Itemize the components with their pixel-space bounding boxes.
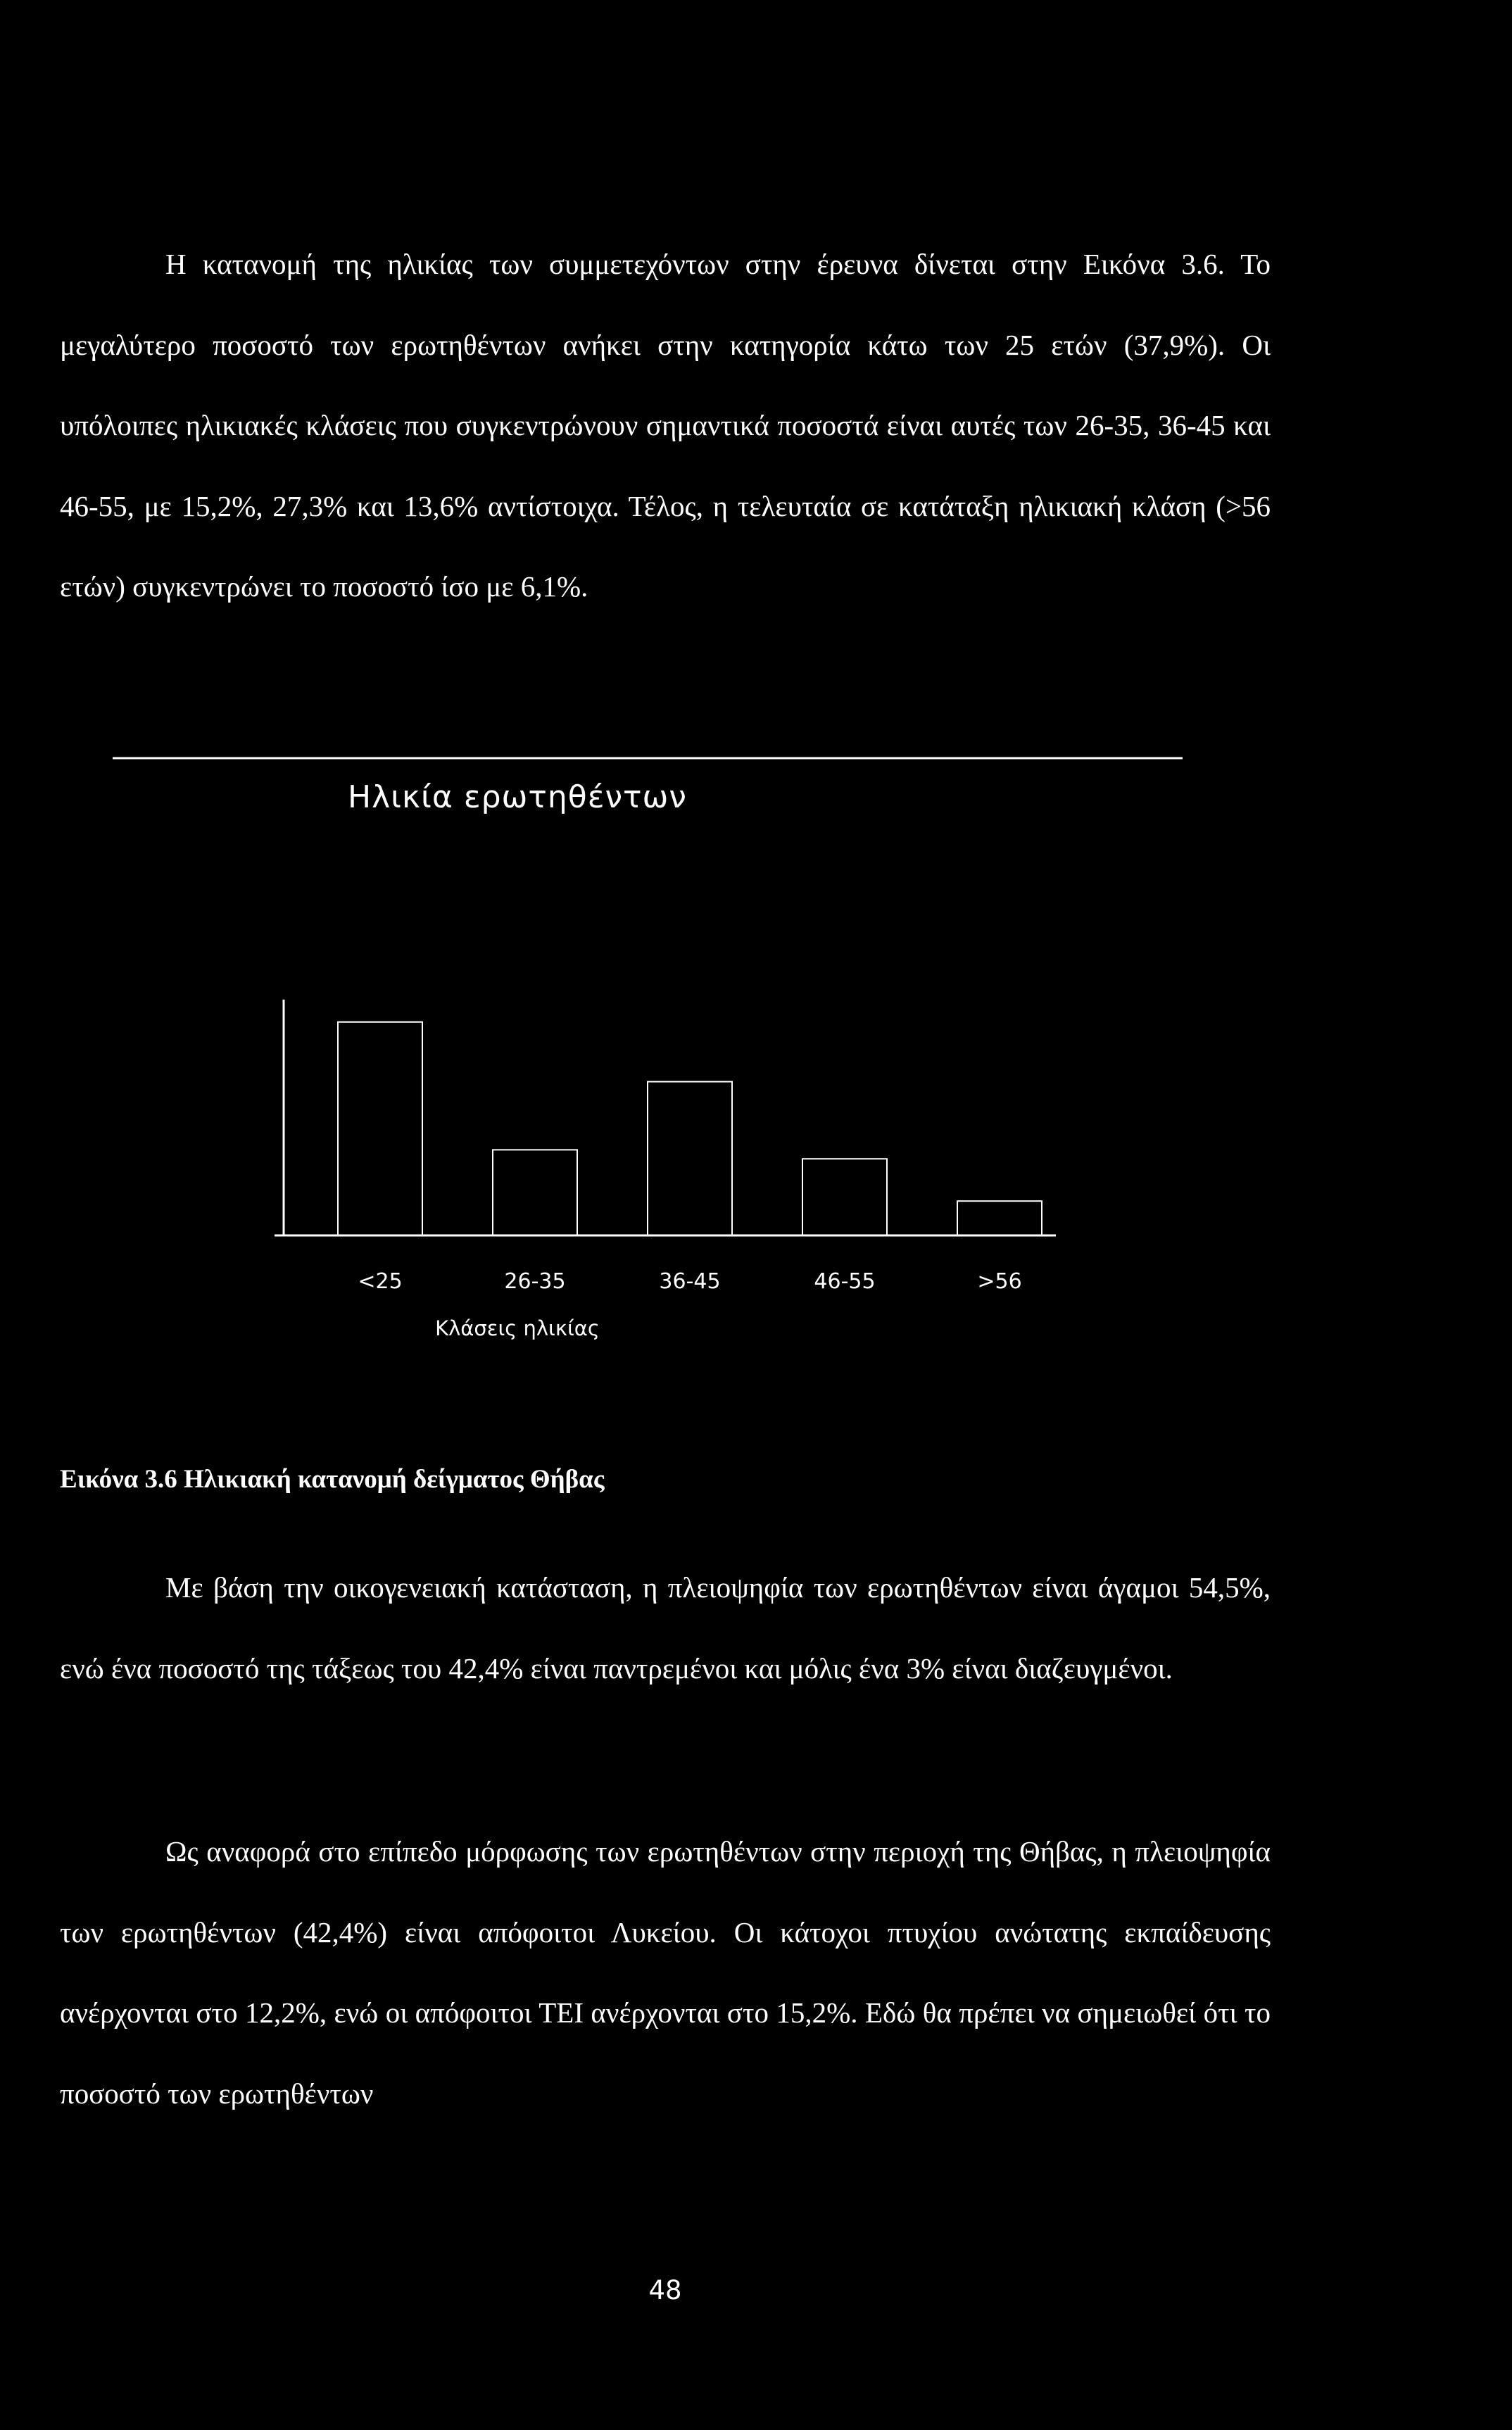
chart-title: Ηλικία ερωτηθέντων: [348, 779, 687, 815]
age-chart: [113, 746, 1183, 1415]
figure-caption: Εικόνα 3.6 Ηλικιακή κατανομή δείγματος Θήβας: [60, 1465, 605, 1494]
paragraph-age-distribution: Η κατανομή της ηλικίας των συμμετεχόντων στην έρευνα δίνεται στην Εικόνα 3.6. Το μεγαλύτερο ποσοστό των ερωτηθέντων ανήκει στην κατηγορία κάτω των 25 ετών (37,9%). Οι υπόλοιπες ηλικιακές κλάσεις που συγκεντρώνουν σημαντικά ποσοστά είναι αυτές των 26-35, 36-45 και 46-55, με 15,2%, 27,3% και 13,6% αντίστοιχα. Τέλος, η τελευταία σε κατάταξη ηλικιακή κλάση (>56 ετών) συγκεντρώνει το ποσοστό ίσο με 6,1%.: [60, 248, 1271, 603]
x-tick-label-4: >56: [977, 1269, 1022, 1294]
page-number: 48: [648, 2275, 682, 2305]
paragraph-education: Ως αναφορά στο επίπεδο μόρφωσης των ερωτηθέντων στην περιοχή της Θήβας, η πλειοψηφία των ερωτηθέντων (42,4%) είναι απόφοιτοι Λυκείου. Οι κάτοχοι πτυχίου ανώτατης εκπαίδευσης ανέρχονται στο 12,2%, ενώ οι απόφοιτοι ΤΕΙ ανέρχονται στο 15,2%. Εδώ θα πρέπει να σημειωθεί ότι το ποσοστό των ερωτηθέντων: [60, 1835, 1271, 2110]
paragraph-marital-status: Με βάση την οικογενειακή κατάσταση, η πλειοψηφία των ερωτηθέντων είναι άγαμοι 54,5%, ενώ ένα ποσοστό της τάξεως του 42,4% είναι παντρεμένοι και μόλις ένα 3% είναι διαζευγμένοι.: [60, 1571, 1271, 1685]
bars-layer: [338, 1022, 1042, 1235]
x-tick-label-1: 26-35: [504, 1269, 566, 1294]
bar-0: [338, 1022, 422, 1235]
x-tick-label-0: <25: [358, 1269, 403, 1294]
chart-canvas: [113, 746, 1183, 1415]
bar-1: [493, 1150, 577, 1235]
bar-3: [802, 1159, 887, 1235]
x-tick-label-2: 36-45: [659, 1269, 721, 1294]
x-tick-label-3: 46-55: [814, 1269, 876, 1294]
bar-4: [957, 1201, 1042, 1235]
ticks-layer: [358, 1269, 1021, 1294]
x-axis-label: Κλάσεις ηλικίας: [435, 1316, 600, 1340]
bar-2: [648, 1082, 732, 1235]
